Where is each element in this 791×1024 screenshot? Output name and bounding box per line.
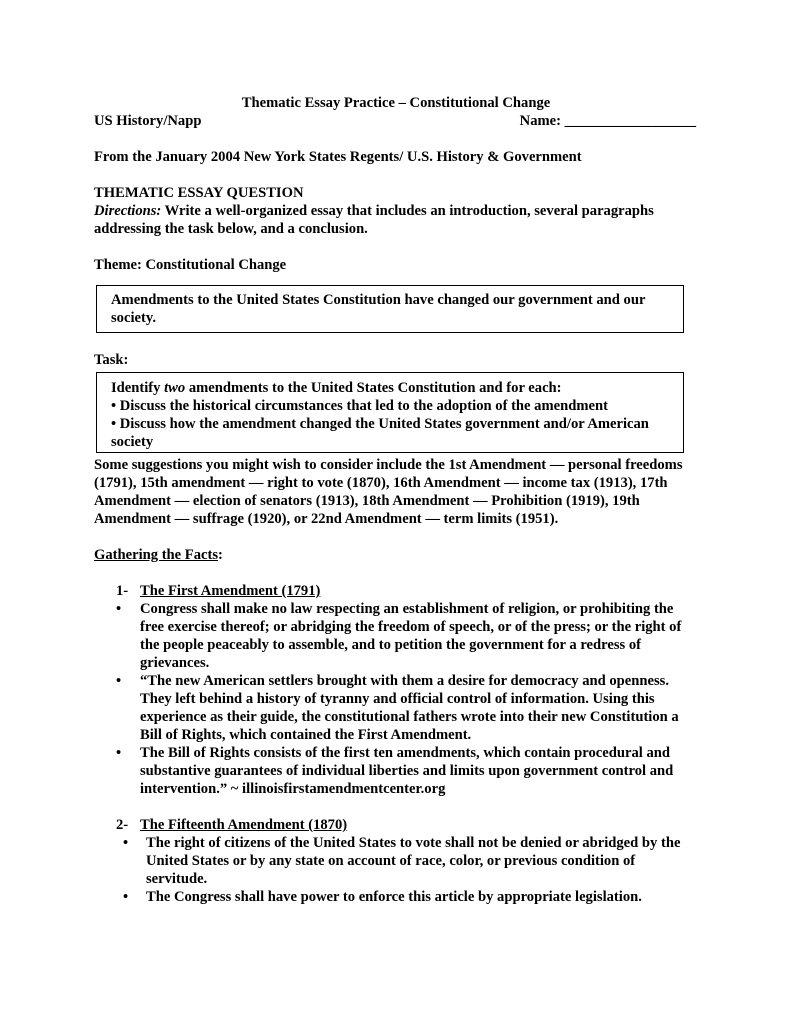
theme-box [96,285,684,333]
bullet-icon: • [123,889,129,905]
bullet-icon: • [116,745,122,761]
list-item: • Congress shall make no law respecting an establishment of religion, or prohibiting the free exercise thereof; or abridging the freedom of speech, or of the press; or the right of the people peaceably to assemble, and to petition the government for a redress of grievances. [116,601,682,671]
task-label: Task: [94,352,129,368]
list-item: • The Bill of Rights consists of the first ten amendments, which contain procedural and substantive guarantees of individual liberties and limits upon government control and intervention.” ~ illinoisfirstamendmentcenter.org [116,745,674,797]
amendment-heading [116,816,698,834]
amendment-bullets [94,600,698,798]
question-heading: THEMATIC ESSAY QUESTION [94,185,304,201]
bullet-icon: • [123,835,129,851]
bullet-icon: • [116,673,122,689]
suggestions-paragraph: Some suggestions you might wish to consider include the 1st Amendment — personal freedoms (1791), 15th amendment — right to vote (1870), 16th Amendment — income tax (1913), 17th Amendment — election of senators (1913), 18th Amendment — Prohibition (1919), 19th Amendment — suffrage (1920), or 22nd Amendment — term limits (1951). [94,457,683,527]
amendment-bullets [94,834,698,906]
directions [94,202,698,238]
name-blank: __________________ [564,113,696,129]
gathering-heading-text: Gathering the Facts [94,547,219,563]
amendment-number: 1- [116,583,129,599]
gathering-heading: Gathering the Facts: [94,547,223,563]
directions-label: Directions: [94,203,162,219]
source-line: From the January 2004 New York States Regents/ U.S. History & Government [94,149,582,165]
amendment-title: The First Amendment (1791) [140,583,321,599]
task-emphasis: two [164,380,186,396]
task-bullet: • Discuss how the amendment changed the United States government and/or American society [111,416,649,450]
name-label: Name: [519,113,561,129]
amendment-title: The Fifteenth Amendment (1870) [140,817,348,833]
theme-label: Theme: Constitutional Change [94,257,287,273]
amendment-section-2 [116,816,698,906]
directions-text: Write a well-organized essay that includes an introduction, several paragraphs addressing the task below, and a conclusion. [94,203,654,237]
task-box [96,372,684,453]
document-title: Thematic Essay Practice – Constitutional Change [241,95,551,111]
list-item: • The Congress shall have power to enforce this article by appropriate legislation. [123,889,642,905]
task-bullet: • Discuss the historical circumstances that led to the adoption of the amendment [111,398,608,414]
task-intro: Identify two amendments to the United States Constitution and for each: [111,380,562,396]
bullet-icon: • [116,601,122,617]
list-item: • The right of citizens of the United States to vote shall not be denied or abridged by the United States or by any state on account of race, color, or previous condition of servitude. [123,835,681,887]
header-row [94,112,698,130]
document-page [94,94,698,906]
amendment-heading [116,582,698,600]
name-field [520,112,696,130]
amendment-section-1 [116,582,698,798]
theme-box-text: Amendments to the United States Constitution have changed our government and our society. [111,292,646,326]
amendment-number: 2- [116,817,129,833]
list-item: • “The new American settlers brought with them a desire for democracy and openness. They left behind a history of tyranny and official control of information. Using this experience as their guide, the constitutional fathers wrote into their new Constitution a Bill of Rights, which contained the First Amendment. [116,673,679,743]
course-label: US History/Napp [94,113,202,129]
